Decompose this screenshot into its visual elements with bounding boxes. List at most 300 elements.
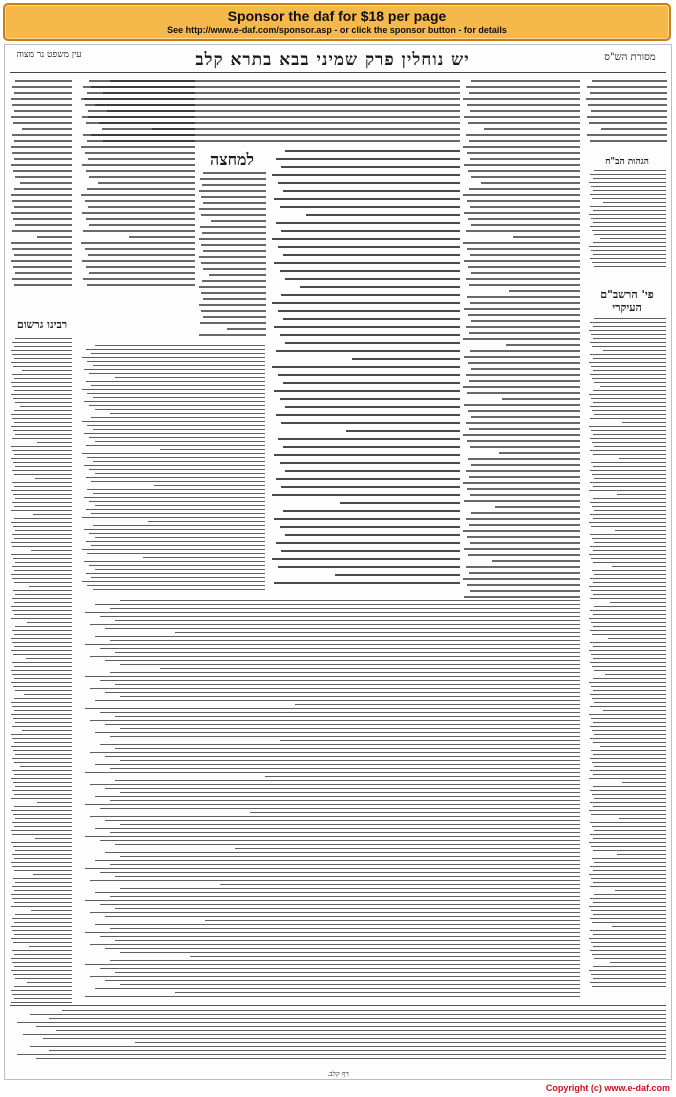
text-line — [14, 570, 72, 571]
text-line — [590, 534, 666, 535]
text-line — [12, 962, 72, 963]
text-line — [15, 722, 72, 723]
text-line — [12, 374, 72, 375]
page-header — [10, 48, 666, 74]
text-line — [468, 362, 580, 364]
text-line — [463, 530, 580, 532]
text-line — [600, 746, 666, 747]
text-line — [589, 522, 666, 523]
text-line — [91, 86, 460, 88]
copyright-link[interactable]: Copyright (c) www.e-daf.com — [545, 1083, 670, 1093]
text-line — [86, 445, 265, 446]
text-line — [11, 638, 72, 639]
text-line — [285, 534, 460, 536]
text-line — [24, 694, 72, 695]
text-line — [471, 272, 580, 274]
text-line — [14, 110, 72, 112]
text-line — [82, 549, 265, 550]
text-line — [280, 206, 461, 208]
text-line — [85, 964, 580, 965]
text-line — [590, 374, 666, 375]
text-line — [110, 896, 580, 897]
text-line — [110, 928, 580, 929]
text-line — [100, 744, 580, 745]
text-line — [586, 98, 667, 100]
text-line — [470, 206, 580, 208]
text-line — [115, 377, 265, 378]
text-line — [466, 518, 580, 520]
rashbam-label: פי' הרשב"ם העיקרי — [600, 288, 654, 314]
text-line — [471, 176, 580, 178]
text-line — [12, 706, 72, 707]
text-line — [13, 846, 72, 847]
text-line — [143, 557, 265, 558]
text-line — [469, 140, 580, 142]
text-line — [37, 442, 72, 443]
text-line — [14, 934, 72, 935]
text-line — [601, 128, 667, 130]
text-line — [352, 358, 460, 360]
text-line — [592, 80, 667, 82]
ein-mishpat-heading: עין משפט נר מצוה — [16, 50, 82, 60]
text-line — [471, 80, 580, 82]
text-line — [105, 948, 580, 949]
text-line — [283, 510, 460, 512]
text-line — [589, 490, 666, 491]
text-line — [11, 98, 72, 100]
text-line — [14, 454, 72, 455]
text-line — [12, 758, 72, 759]
text-line — [12, 610, 72, 611]
text-line — [594, 606, 666, 607]
text-line — [93, 461, 265, 462]
text-line — [593, 562, 666, 563]
text-line — [90, 624, 580, 625]
text-line — [589, 554, 666, 555]
text-line — [12, 502, 72, 503]
text-line — [201, 244, 266, 246]
text-line — [469, 188, 580, 190]
text-line — [120, 856, 580, 857]
text-line — [82, 212, 195, 214]
text-line — [272, 558, 460, 560]
text-line — [12, 790, 72, 791]
text-line — [110, 413, 265, 414]
text-line — [95, 441, 265, 442]
text-line — [593, 754, 666, 755]
text-line — [463, 146, 580, 148]
text-line — [468, 410, 580, 412]
text-line — [11, 926, 72, 927]
text-line — [202, 232, 266, 234]
text-line — [81, 194, 195, 196]
text-line — [13, 750, 72, 751]
text-line — [594, 958, 666, 959]
text-line — [20, 182, 72, 184]
text-line — [603, 710, 666, 711]
text-line — [470, 254, 580, 256]
text-line — [11, 990, 72, 991]
text-line — [14, 986, 72, 987]
text-line — [594, 862, 666, 863]
text-line — [201, 292, 266, 294]
text-line — [14, 346, 72, 347]
text-line — [593, 178, 666, 179]
text-line — [467, 488, 580, 490]
text-line — [115, 684, 580, 685]
text-line — [590, 470, 666, 471]
text-line — [593, 774, 666, 775]
text-line — [592, 698, 666, 699]
text-line — [82, 453, 265, 454]
text-line — [466, 326, 580, 328]
text-line — [590, 502, 666, 503]
text-line — [466, 470, 580, 472]
text-line — [93, 397, 265, 398]
text-line — [14, 826, 72, 827]
text-line — [12, 866, 72, 867]
text-line — [202, 184, 266, 186]
text-line — [14, 358, 72, 359]
text-line — [110, 768, 580, 769]
text-line — [469, 428, 580, 430]
text-line — [464, 356, 580, 358]
text-line — [13, 122, 72, 124]
text-line — [12, 994, 72, 995]
text-line — [12, 630, 72, 631]
text-line — [467, 248, 580, 250]
text-line — [14, 762, 72, 763]
text-line — [593, 254, 666, 255]
text-line — [83, 278, 195, 280]
text-line — [590, 546, 666, 547]
text-line — [88, 254, 195, 256]
text-line — [95, 409, 265, 410]
text-line — [110, 640, 580, 641]
text-line — [93, 429, 265, 430]
text-line — [590, 930, 666, 931]
text-line — [15, 530, 72, 531]
text-line — [593, 518, 666, 519]
text-line — [199, 190, 266, 192]
text-line — [89, 373, 265, 374]
ein-mishpat-column — [10, 80, 72, 290]
text-line — [591, 334, 666, 335]
text-line — [86, 381, 265, 382]
text-line — [13, 218, 72, 220]
text-line — [484, 128, 580, 130]
text-line — [619, 818, 666, 819]
text-line — [589, 938, 666, 939]
text-line — [13, 654, 72, 655]
text-line — [285, 470, 460, 472]
text-line — [37, 236, 72, 238]
text-line — [14, 890, 72, 891]
text-line — [272, 302, 460, 304]
text-line — [205, 920, 580, 921]
text-line — [11, 1002, 72, 1003]
text-line — [589, 362, 666, 363]
text-line — [276, 414, 460, 416]
sponsor-banner[interactable] — [3, 3, 671, 41]
text-line — [276, 222, 460, 224]
text-line — [11, 426, 72, 427]
text-line — [492, 560, 581, 562]
text-line — [468, 170, 580, 172]
text-line — [600, 386, 666, 387]
text-line — [11, 510, 72, 511]
text-line — [590, 950, 666, 951]
text-line — [87, 489, 265, 490]
text-line — [148, 521, 265, 522]
text-line — [85, 996, 580, 997]
text-line — [502, 398, 580, 400]
text-line — [120, 824, 580, 825]
text-line — [13, 814, 72, 815]
text-line — [13, 782, 72, 783]
text-line — [471, 368, 580, 370]
text-line — [463, 578, 580, 580]
text-line — [115, 908, 580, 909]
text-line — [98, 182, 195, 184]
text-line — [592, 230, 666, 231]
text-line — [86, 477, 265, 478]
text-line — [95, 892, 580, 893]
text-line — [281, 166, 460, 168]
text-line — [590, 322, 666, 323]
text-line — [12, 598, 72, 599]
text-line — [27, 622, 72, 623]
text-line — [86, 170, 195, 172]
text-line — [285, 342, 460, 344]
text-line — [85, 932, 580, 933]
text-line — [33, 514, 72, 515]
text-line — [594, 170, 666, 171]
text-line — [11, 394, 72, 395]
rabbeinu-gershom-column — [10, 338, 72, 1008]
text-line — [469, 332, 580, 334]
text-line — [464, 596, 580, 598]
text-line — [15, 224, 72, 226]
text-line — [15, 754, 72, 755]
text-line — [590, 578, 666, 579]
text-line — [12, 354, 72, 355]
text-line — [12, 104, 72, 106]
text-line — [12, 438, 72, 439]
text-line — [12, 470, 72, 471]
text-line — [43, 1038, 666, 1039]
text-line — [203, 202, 266, 204]
text-line — [593, 210, 666, 211]
text-line — [103, 92, 460, 94]
hagahot-column — [588, 170, 666, 270]
text-line — [91, 481, 265, 482]
text-line — [84, 401, 265, 402]
text-line — [85, 900, 580, 901]
text-line — [591, 846, 666, 847]
text-line — [346, 430, 460, 432]
text-line — [11, 830, 72, 831]
text-line — [603, 202, 666, 203]
text-line — [100, 808, 580, 809]
text-line — [594, 510, 666, 511]
text-line — [12, 482, 72, 483]
text-line — [91, 513, 265, 514]
text-line — [469, 524, 580, 526]
text-line — [12, 834, 72, 835]
tosafot-lower-left — [80, 345, 265, 595]
text-line — [14, 390, 72, 391]
text-line — [590, 354, 666, 355]
text-line — [468, 458, 580, 460]
text-line — [95, 732, 580, 733]
text-line — [89, 437, 265, 438]
text-line — [590, 918, 666, 919]
text-line — [84, 369, 265, 370]
lemachatzah-dibbur: למחצה — [209, 150, 255, 169]
text-line — [29, 946, 72, 947]
text-line — [278, 310, 460, 312]
masoret-hashas-column — [585, 80, 667, 146]
text-line — [593, 722, 666, 723]
text-line — [115, 972, 580, 973]
text-line — [587, 134, 667, 136]
text-line — [11, 490, 72, 491]
text-line — [11, 350, 72, 351]
text-line — [281, 294, 460, 296]
text-line — [283, 190, 460, 192]
text-line — [589, 426, 666, 427]
text-line — [15, 850, 72, 851]
text-line — [29, 586, 72, 587]
text-line — [85, 676, 580, 677]
text-line — [86, 349, 265, 350]
text-line — [594, 478, 666, 479]
text-line — [90, 944, 580, 945]
text-line — [590, 866, 666, 867]
text-line — [199, 256, 266, 258]
text-line — [95, 345, 265, 346]
text-line — [14, 538, 72, 539]
text-line — [591, 186, 666, 187]
text-line — [11, 862, 72, 863]
text-line — [36, 1026, 666, 1027]
text-line — [466, 86, 580, 88]
text-line — [105, 788, 580, 789]
text-line — [471, 320, 580, 322]
text-line — [95, 764, 580, 765]
text-line — [84, 561, 265, 562]
hagahot-label: הגהות הב"ח — [605, 157, 649, 167]
text-line — [93, 525, 265, 526]
text-line — [14, 284, 72, 286]
text-line — [120, 664, 580, 665]
text-line — [592, 826, 666, 827]
text-line — [466, 374, 580, 376]
text-line — [591, 430, 666, 431]
text-line — [13, 398, 72, 399]
text-line — [590, 982, 666, 983]
text-line — [14, 666, 72, 667]
text-line — [33, 874, 72, 875]
text-line — [590, 694, 666, 695]
text-line — [276, 478, 460, 480]
text-line — [590, 140, 667, 142]
sponsor-subtitle[interactable]: See http://www.e-daf.com/sponsor.asp - or click the sponsor button - for details — [167, 25, 507, 35]
text-line — [592, 346, 666, 347]
text-line — [14, 646, 72, 647]
text-line — [84, 433, 265, 434]
text-line — [89, 405, 265, 406]
text-line — [590, 194, 666, 195]
text-line — [105, 820, 580, 821]
text-line — [592, 794, 666, 795]
text-line — [590, 898, 666, 899]
text-line — [22, 730, 72, 731]
text-line — [15, 882, 72, 883]
text-line — [593, 678, 666, 679]
text-line — [467, 584, 580, 586]
text-line — [209, 274, 266, 276]
text-line — [281, 422, 460, 424]
text-line — [95, 828, 580, 829]
text-line — [100, 968, 580, 969]
text-line — [470, 350, 580, 352]
text-line — [14, 614, 72, 615]
text-line — [590, 418, 666, 419]
text-line — [120, 888, 580, 889]
text-line — [199, 208, 266, 210]
text-line — [87, 393, 265, 394]
text-line — [11, 522, 72, 523]
text-line — [82, 581, 265, 582]
text-line — [15, 338, 72, 339]
text-line — [594, 830, 666, 831]
text-line — [463, 386, 580, 388]
text-line — [14, 634, 72, 635]
text-line — [152, 128, 460, 130]
text-line — [13, 494, 72, 495]
text-line — [591, 910, 666, 911]
text-line — [95, 636, 580, 637]
text-line — [467, 104, 580, 106]
text-line — [15, 80, 72, 82]
text-line — [591, 218, 666, 219]
text-line — [276, 350, 460, 352]
text-line — [592, 198, 666, 199]
text-line — [285, 406, 460, 408]
text-line — [470, 302, 580, 304]
text-line — [11, 970, 72, 971]
text-line — [11, 260, 72, 262]
text-line — [100, 904, 580, 905]
text-line — [93, 589, 265, 590]
text-line — [250, 812, 580, 813]
text-line — [85, 708, 580, 709]
text-line — [592, 634, 666, 635]
text-line — [91, 353, 265, 354]
text-line — [11, 714, 72, 715]
text-line — [11, 194, 72, 196]
text-line — [13, 430, 72, 431]
text-line — [11, 146, 72, 148]
text-line — [592, 922, 666, 923]
text-line — [95, 860, 580, 861]
text-line — [84, 497, 265, 498]
text-line — [471, 512, 580, 514]
text-line — [589, 906, 666, 907]
text-line — [15, 272, 72, 274]
